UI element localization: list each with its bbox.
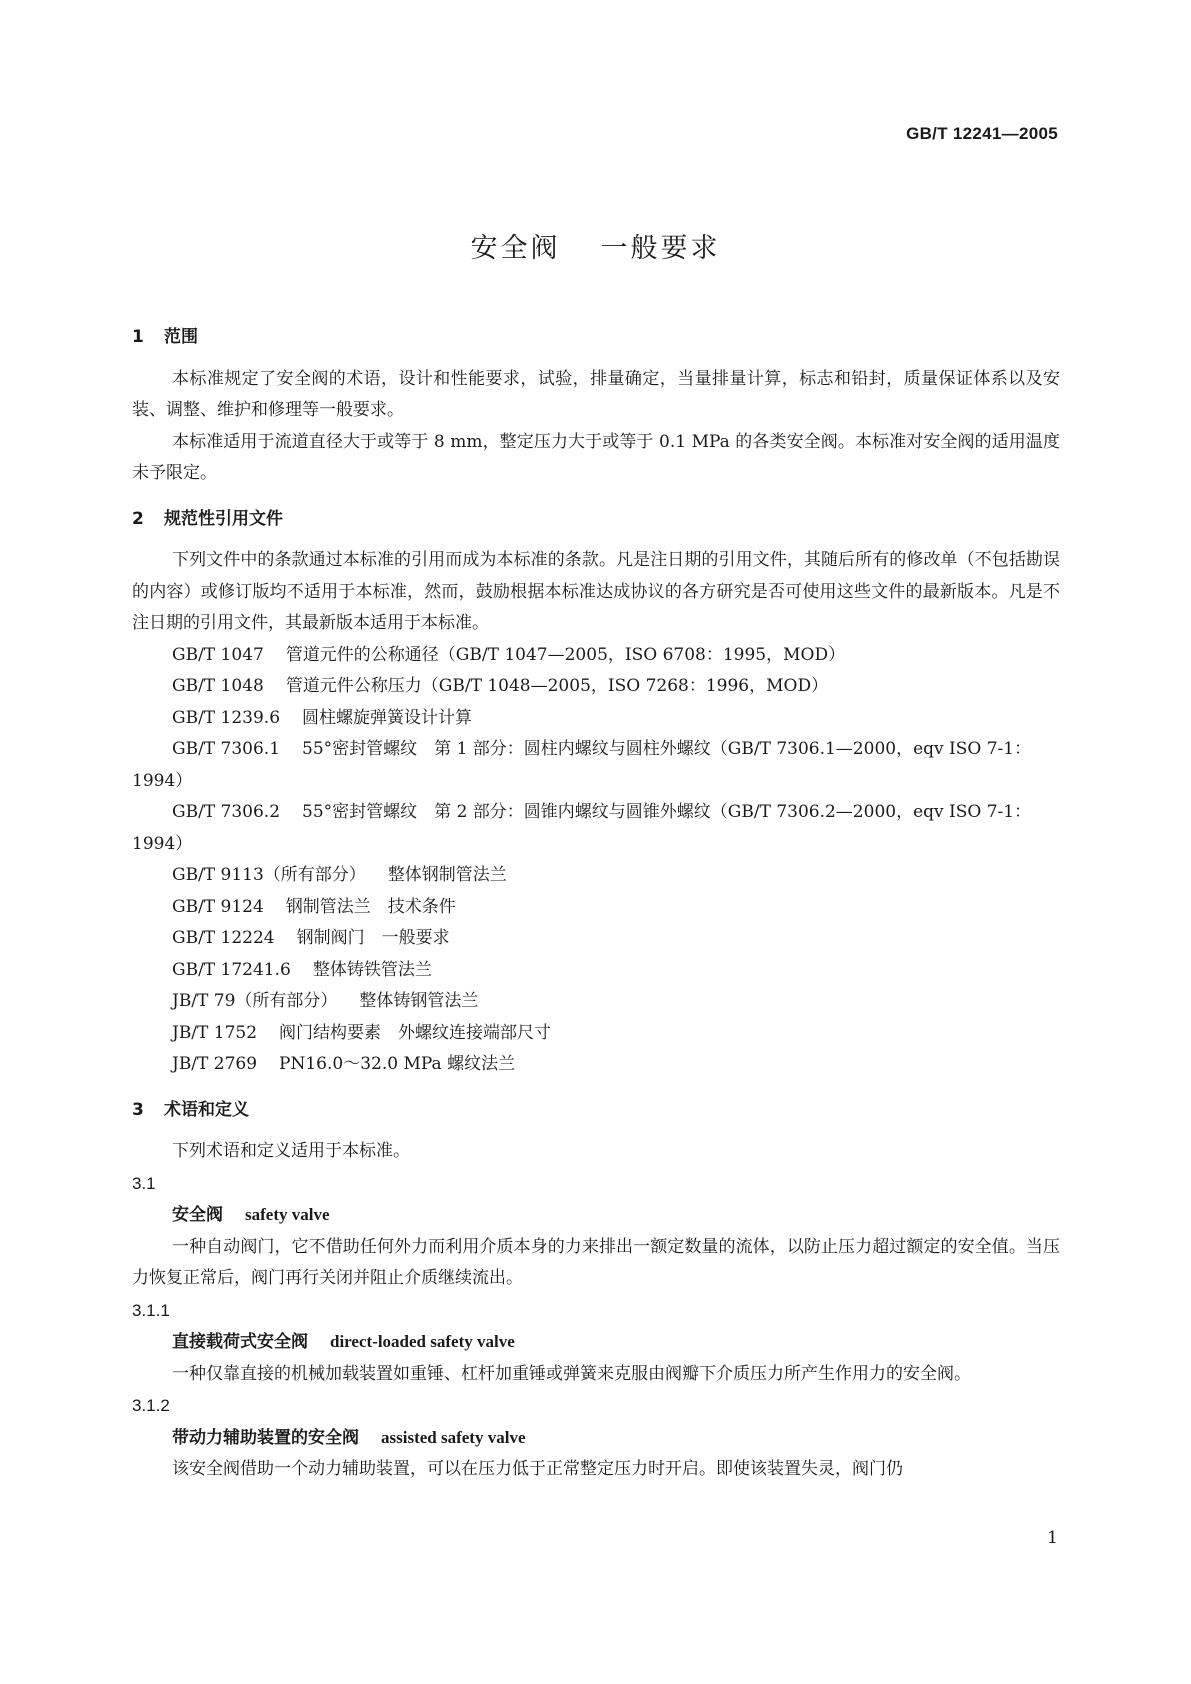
reference-code: GB/T 1047 — [172, 644, 264, 665]
reference-code: JB/T 2769 — [172, 1054, 258, 1074]
term-en: assisted safety valve — [381, 1427, 526, 1447]
reference-title: 55°密封管螺纹 第 1 部分：圆柱内螺纹与圆柱外螺纹（GB/T 7306.1—2000，eqv ISO 7-1：1994） — [132, 739, 1032, 791]
paragraph: 下列文件中的条款通过本标准的引用而成为本标准的条款。凡是注日期的引用文件，其随后所有的修改单（不包括勘误的内容）或修订版均不适用于本标准，然而，鼓励根据本标准达成协议的各方研究是否可使用这些文件的最新版本。凡是不注日期的引用文件，其最新版本适用于本标准。 — [132, 550, 1060, 633]
reference-code: GB/T 9124 — [172, 896, 264, 917]
term-definition: 一种自动阀门，它不借助任何外力而利用介质本身的力来排出一额定数量的流体，以防止压力超过额定的安全值。当压力恢复正常后，阀门再行关闭并阻止介质继续流出。 — [132, 1236, 1060, 1288]
term-title — [132, 1199, 1060, 1232]
reference-title: 钢制管法兰 技术条件 — [285, 896, 456, 917]
reference-title: PN16.0～32.0 MPa 螺纹法兰 — [279, 1054, 516, 1074]
reference-title: 55°密封管螺纹 第 2 部分：圆锥内螺纹与圆锥外螺纹（GB/T 7306.2—2000，eqv ISO 7-1：1994） — [132, 802, 1032, 854]
document-title — [0, 226, 1191, 265]
term-zh: 带动力辅助装置的安全阀 — [172, 1427, 359, 1448]
reference-code: GB/T 17241.6 — [172, 959, 291, 980]
reference-item — [132, 703, 1060, 735]
reference-code: GB/T 7306.1 — [172, 739, 281, 759]
reference-code: JB/T 79（所有部分） — [172, 991, 338, 1011]
reference-title: 整体铸钢管法兰 — [359, 991, 479, 1011]
section-heading-1 — [132, 322, 1060, 354]
reference-title: 整体铸铁管法兰 — [312, 959, 432, 980]
reference-item — [132, 1018, 1060, 1050]
reference-title: 钢制阀门 一般要求 — [296, 928, 450, 948]
reference-item — [132, 797, 1060, 860]
section-heading-2 — [132, 504, 1060, 536]
reference-title: 整体钢制管法兰 — [387, 865, 507, 885]
section-title: 术语和定义 — [164, 1099, 249, 1120]
reference-item — [132, 860, 1060, 892]
reference-code: GB/T 9113（所有部分） — [172, 865, 366, 885]
section-number: 2 — [132, 508, 144, 529]
term-en: safety valve — [245, 1205, 330, 1224]
reference-title: 管道元件的公称通径（GB/T 1047—2005，ISO 6708：1995，MOD） — [285, 644, 846, 665]
reference-code: GB/T 7306.2 — [172, 802, 281, 822]
reference-item — [132, 923, 1060, 955]
reference-item — [132, 1049, 1060, 1081]
reference-item — [132, 986, 1060, 1018]
term-zh: 直接载荷式安全阀 — [172, 1332, 308, 1352]
paragraph: 本标准适用于流道直径大于或等于 8 mm，整定压力大于或等于 0.1 MPa 的各类安全阀。本标准对安全阀的适用温度未予限定。 — [132, 431, 1060, 483]
section-number: 3 — [132, 1099, 144, 1120]
reference-title: 阀门结构要素 外螺纹连接端部尺寸 — [279, 1022, 552, 1043]
paragraph: 下列术语和定义适用于本标准。 — [172, 1141, 410, 1161]
section-title: 范围 — [164, 327, 198, 347]
title-part1: 安全阀 — [470, 233, 561, 264]
term-en: direct-loaded safety valve — [330, 1332, 515, 1351]
term-number: 3.1.1 — [132, 1300, 170, 1320]
term-definition: 该安全阀借助一个动力辅助装置，可以在压力低于正常整定压力时开启。即使该装置失灵，阀门仍 — [172, 1459, 903, 1479]
term-definition: 一种仅靠直接的机械加载装置如重锤、杠杆加重锤或弹簧来克服由阀瓣下介质压力所产生作用力的安全阀。 — [172, 1363, 971, 1384]
section-number: 1 — [132, 327, 144, 347]
reference-item — [132, 955, 1060, 987]
section-heading-3 — [132, 1095, 1060, 1127]
document-body — [132, 322, 1060, 1486]
reference-item — [132, 892, 1060, 924]
reference-item — [132, 671, 1060, 703]
reference-code: GB/T 12224 — [172, 928, 275, 948]
reference-item — [132, 640, 1060, 672]
section-title: 规范性引用文件 — [164, 508, 283, 529]
term-title — [132, 1422, 1060, 1455]
page-number: 1 — [1047, 1528, 1058, 1548]
term-number: 3.1.2 — [132, 1396, 170, 1415]
paragraph: 本标准规定了安全阀的术语，设计和性能要求，试验，排量确定，当量排量计算，标志和铅封，质量保证体系以及安装、调整、维护和修理等一般要求。 — [132, 368, 1060, 420]
reference-item — [132, 734, 1060, 797]
term-title — [132, 1326, 1060, 1359]
standard-code: GB/T 12241—2005 — [906, 124, 1058, 143]
term-zh: 安全阀 — [172, 1205, 223, 1225]
reference-title: 管道元件公称压力（GB/T 1048—2005，ISO 7268：1996，MOD） — [285, 676, 829, 696]
reference-code: GB/T 1048 — [172, 676, 264, 696]
reference-title: 圆柱螺旋弹簧设计计算 — [302, 707, 473, 728]
reference-code: JB/T 1752 — [172, 1022, 258, 1043]
term-number: 3.1 — [132, 1173, 156, 1193]
reference-code: GB/T 1239.6 — [172, 707, 281, 728]
title-part2: 一般要求 — [600, 233, 721, 264]
